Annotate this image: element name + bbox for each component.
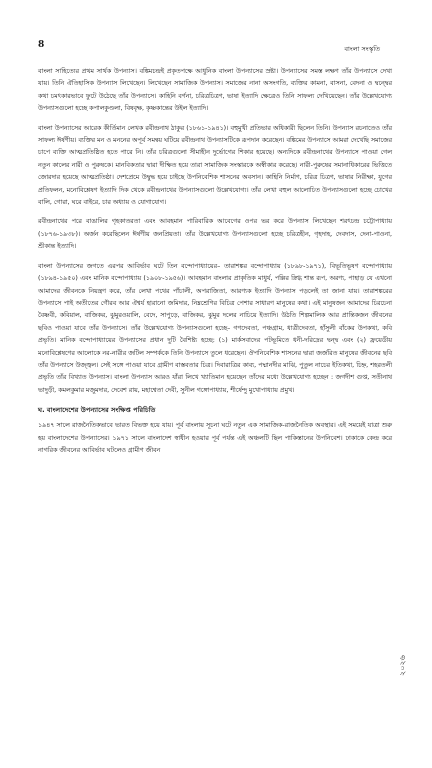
- page-number: 8: [38, 40, 45, 50]
- paragraph-rabindranath: বাংলা উপন্যাসের আরেক কীর্তিমান লেখক রবীন্দ্রনাথ ঠাকুর (১৮৬১-১৯৪১)। বহুমুখী প্রতিভার অধিকারী ছিলেন তিনি। উপন্যাস রচনাতেও তাঁর সাফল্য ঈর্ষণীয়। ব্যক্তির মন ও মননের অপূর্ব সমন্বয় ঘটিয়ে রবীন্দ্রনাথ উপন্যাসটিকে রূপদান করেছেন। বঙ্কিমের উপন্যাসে আমরা দেখেছি সমাজের চাপে ব্যক্তি আত্মপ্রতিষ্ঠিত হতে পারে নি। তাঁর চরিত্রগুলো সীমাহীন দুর্ভোগের শিকার হয়েছে। অন্যদিকে রবীন্দ্রনাথের উপন্যাসে পাওয়া গেল নতুন কালের নারী ও পুরুষকে। মানবিকতার দ্বারা দীক্ষিত হয়ে তারা সামাজিক সংস্কারকে অস্বীকার করেছে। নারী-পুরুষের সমানাধিকারের ভিত্তিতে জোরদার হয়েছে আত্মপ্রতিষ্ঠা। দেশপ্রেমে উদ্বুদ্ধ হয়ে চাইছে উপনিবেশিক শাসনের অবসান। কাহিনি নির্মাণ, চরিত্র চিত্রণ, ভাষার নিরীক্ষা, যুগের প্রতিফলন, মনোবিশ্লেষণ ইত্যাদি দিক থেকে রবীন্দ্রনাথের উপন্যাসগুলো উল্লেখযোগ্য। তাঁর লেখা বহুল আলোচিত উপন্যাসগুলো হচ্ছে চোখের বালি, গোরা, ঘরে বাইরে, চার অধ্যায় ও যোগাযোগ।: [38, 124, 392, 207]
- running-header: বাংলা সংস্কৃতি: [344, 45, 380, 53]
- paragraph-bangladesh-novel: ১৯৪৭ সালে রাজনৈতিকভাবে ভারত বিভক্ত হয়ে যায়। পূর্ব বাংলায় সূচনা ঘটে নতুন এক সামাজিক-রাজনৈতিক অবস্থার। এই সময়েই যাত্রা শুরু হয় বাংলাদেশের উপন্যাসের। ১৯৭১ সালে বাংলাদেশ স্বাধীন হওয়ার পূর্ব পর্যন্ত এই অঞ্চলটি ছিল পাকিস্তানের উপনিবেশ। ঢাকাকে কেন্দ্র করে নাগরিক জীবনের আবির্ভাব ঘটলেও গ্রামীণ জীবন: [38, 422, 392, 454]
- margin-page-mark: ২০২৬: [398, 655, 407, 676]
- section-heading: ঘ. বাংলাদেশের উপন্যাসের সংক্ষিপ্ত পরিচিতি: [38, 406, 156, 415]
- paragraph-saratchandra: রবীন্দ্রনাথের পরে বাঙালির গৃহকাতরতা এবং আবহমান পারিবারিক আবেগের ওপর ভর করে উপন্যাস লিখেছেন শরৎচন্দ্র চট্টোপাধ্যায় (১৮৭৬-১৯৩৮)। অর্জন করেছিলেন ঈর্ষণীয় জনপ্রিয়তা। তাঁর উল্লেখযোগ্য উপন্যাসগুলো হচ্ছে চরিত্রহীন, গৃহদাহ, দেবদাস, দেনা-পাওনা, শ্রীকান্ত ইত্যাদি।: [38, 218, 392, 251]
- paragraph-bandopadhyay: বাংলা উপন্যাসের জগতে এরপর আবির্ভাব ঘটে তিন বন্দোপাধ্যায়ের– তারাশঙ্কর বন্দোপাধ্যায় (১৮৯৮-১৯৭১), বিভূতিভূষণ বন্দোপাধ্যায় (১৮৯৪-১৯৫০) এবং মানিক বন্দোপাধ্যায় (১৯০৮-১৯৫৬)। আবহমান বাংলার প্রাকৃতিক মাধুর্য, পল্লির স্নিগ্ধ শান্ত রূপ, অরণ্য, পাহাড় যে এখনো আমাদের জীবনকে নিয়ন্ত্রণ করে, তাঁর লেখা পথের পাঁচালী, অপরাজিতা, আরণ্যক ইত্যাদি উপন্যাস পড়লেই তা জানা যায়। তারাশঙ্করের উপন্যাসে পাই অতীতের গৌরব আর ঐশ্বর্য হারানো জমিদার, নিম্নশ্রেণির বিচিত্র পেশার সাধারণ মানুষের কথা। এই মানুষজন আমাদের চিরচেনা বৈষ্ণবী, কবিয়াল, বাজিকর, ঝুমুরওয়ালি, বেদে, সাপুড়ে, বাজিকর, ঝুমুর দলের নাচিয়ে ইত্যাদি। উঠতি শিল্পমালিক আর প্রান্তিকজন জীবনের ছবিও পাওয়া যাবে তাঁর উপন্যাসে। তাঁর উল্লেখযোগ্য উপন্যাসগুলো হচ্ছে– গণদেবতা, পঞ্চগ্রাম, ধাত্রীদেবতা, হাঁসুলী বাঁকের উপকথা, কবি প্রভৃতি। মানিক বন্দোপাধ্যায়ের উপন্যাসের প্রধান দুটি বৈশিষ্ট্য হচ্ছে: (১) মার্কসবাদের পটভূমিতে ধনী-দরিদ্রের দ্বন্দ্ব এবং (২) ফ্রয়েডীয় মনোবিশ্লেষণের আলোকে নর-নারীর জটিল সম্পর্ককে তিনি উপন্যাসে তুলে ধরেছেন। ঔপনিবেশিক শাসনের দ্বারা জর্জরিত মানুষের জীবনের ছবি তাঁর উপন্যাসে উজ্জ্বল। সেই সঙ্গে পাওয়া যাবে গ্রামীণ বাস্তবতার চিত্র। দিবারাত্রির কাব্য, পদ্মানদীর মাঝি, পুতুল নাচের ইতিকথা, চিহ্ন, শহরতলী প্রভৃতি তাঁর বিখ্যাত উপন্যাস। বাংলা উপন্যাস আরও যাঁরা লিখে খ্যাতিমান হয়েছেন তাঁদের মধ্যে উল্লেখযোগ্য হচ্ছেন : জগদীশ গুপ্ত, সতীনাথ ভাদুড়ী, কমলকুমার মজুমদার, দেবেশ রায়, মহাশ্বেতা দেবী, সুনীল গঙ্গোপাধ্যায়, শীর্ষেন্দু মুখোপাধ্যায় প্রমুখ।: [38, 262, 392, 394]
- body-text: [38, 66, 392, 464]
- paragraph-bankim: বাংলা সাহিত্যের প্রথম সার্থক উপন্যাস। বঙ্কিমচন্দ্রই প্রকৃতপক্ষে আধুনিক বাংলা উপন্যাসের স্রষ্টা। উপন্যাসের সমস্ত লক্ষণ তাঁর উপন্যাসে দেখা যায়। তিনি ঐতিহাসিক উপন্যাস লিখেছেন। লিখেছেন সামাজিক উপন্যাস। সমাজের নানা অসংগতি, ব্যক্তির কামনা, বাসনা, বেদনা ও দ্বন্দ্বের কথা চমৎকারভাবে ফুটে উঠেছে তাঁর উপন্যাসে। কাহিনি বর্ণনা, চরিত্রচিত্রণ, ভাষা ইত্যাদি ক্ষেত্রেও তিনি সাফল্য দেখিয়েছেন। তাঁর উল্লেখযোগ্য উপন্যাসগুলো হচ্ছে কপালকুণ্ডলা, বিষবৃক্ষ, কৃষ্ণকান্তের উইল ইত্যাদি।: [38, 68, 392, 113]
